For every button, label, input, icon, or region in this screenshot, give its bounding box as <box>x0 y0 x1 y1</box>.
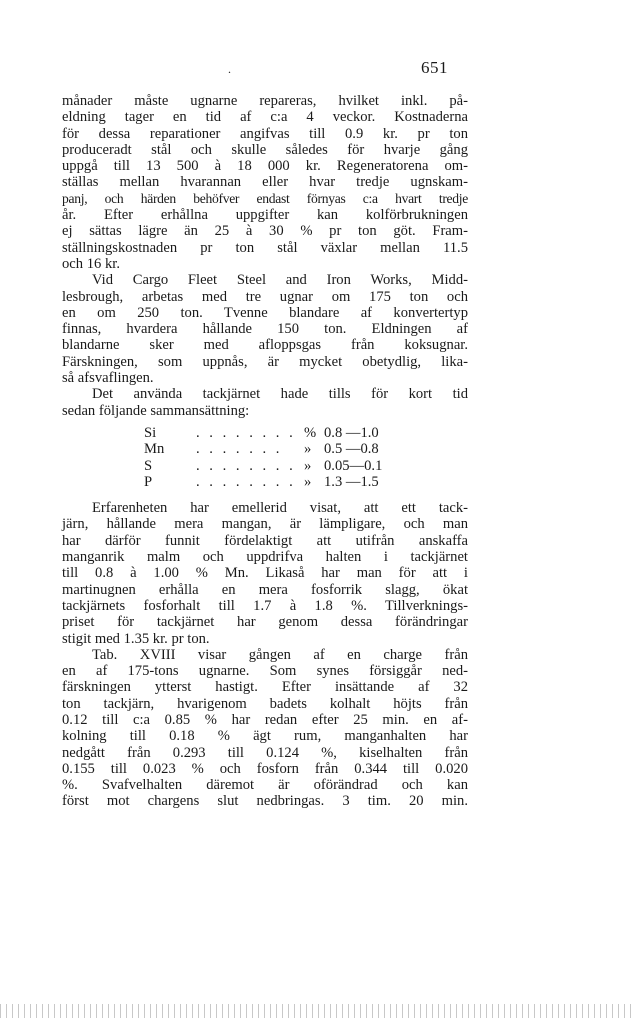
text-line: en af 175-tons ugnarne. Som synes försiggår ned- <box>62 663 468 680</box>
unit-mark: » <box>304 473 312 490</box>
text-line: nedgått från 0.293 till 0.124 %, kiselhalten från <box>62 744 468 761</box>
text-line: en om 250 ton. Tvenne blandare af konvertertyp <box>62 304 468 321</box>
text-line: Erfarenheten har emellerid visat, att ett tack- <box>92 500 468 517</box>
text-line: ton tackjärn, hvarigenom badets kolhalt höjts från <box>62 695 468 712</box>
element-range: 1.3 —1.5 <box>324 473 379 490</box>
table-row <box>62 474 468 490</box>
text-line: järn, hållande mera mangan, är lämpligare, och man <box>62 516 468 533</box>
text-line: ställas mellan hvarannan eller hvar tredje ugnskam- <box>62 174 468 191</box>
text-line: priset för tackjärnet har genom dessa förändringar <box>62 614 468 631</box>
text-line: kolning till 0.18 % ägt rum, manganhalten har <box>62 728 468 745</box>
text-line: manganrik malm och uppdrifva halten i tackjärnet <box>62 549 468 566</box>
table-row <box>62 441 468 457</box>
text-line: stigit med 1.35 kr. pr ton. <box>62 630 210 647</box>
leader-dots: . . . . . . . . <box>196 424 296 441</box>
text-line: lesbrough, arbetas med tre ugnar om 175 ton och <box>62 288 468 305</box>
unit-mark: % <box>304 424 317 441</box>
paragraph-maintenance <box>62 93 468 272</box>
text-line: år. Efter erhållna uppgifter kan kolförbrukningen <box>62 207 468 224</box>
unit-mark: » <box>304 457 312 474</box>
composition-table <box>62 425 468 490</box>
text-line: produceradt stål och skulle således för hvarje gång <box>62 141 468 158</box>
text-line: finnas, hvardera hållande 150 ton. Eldningen af <box>62 321 468 338</box>
text-line: Färskningen, som uppnås, är mycket obetydlig, lika- <box>62 353 468 370</box>
paragraph-composition-intro <box>62 386 468 419</box>
paragraph-experience <box>62 500 468 647</box>
body-text <box>62 93 468 810</box>
page-dot-mark: . <box>228 62 231 76</box>
scan-edge-strip <box>0 1004 632 1018</box>
element-symbol: Si <box>144 424 157 441</box>
text-line: uppgå till 13 500 à 18 000 kr. Regeneratorena om- <box>62 158 468 175</box>
leader-dots: . . . . . . . . <box>196 457 296 474</box>
element-symbol: Mn <box>144 441 165 458</box>
element-range: 0.05—0.1 <box>324 457 383 474</box>
table-row <box>62 458 468 474</box>
table-row <box>62 425 468 441</box>
text-line: så afsvaflingen. <box>62 370 154 387</box>
text-line: 0.155 till 0.023 % och fosforn från 0.344 till 0.020 <box>62 760 468 777</box>
leader-dots: . . . . . . . . <box>196 473 296 490</box>
text-line: för dessa reparationer angifvas till 0.9 kr. pr ton <box>62 125 468 142</box>
text-line: till 0.8 à 1.00 % Mn. Likaså har man för att i <box>62 565 468 582</box>
text-line: sedan följande sammansättning: <box>62 402 250 419</box>
text-line: ej sättas lägre än 25 à 30 % pr ton göt. Fram- <box>62 223 468 240</box>
text-line: panj, och härden behöfver endast förnyas c:a hvart tredje <box>62 190 468 206</box>
text-line: tackjärnets fosforhalt till 1.7 à 1.8 %. Tillverknings- <box>62 597 468 614</box>
text-line: och 16 kr. <box>62 255 120 272</box>
text-line: månader måste ugnarne repareras, hvilket inkl. på- <box>62 93 468 109</box>
page-number: 651 <box>421 58 448 77</box>
text-line: 0.12 till c:a 0.85 % har redan efter 25 min. en af- <box>62 711 468 728</box>
text-line: först mot chargens slut nedbringas. 3 tim. 20 min. <box>62 793 468 810</box>
text-line: blandarne sker med afloppsgas från koksugnar. <box>62 337 468 354</box>
paragraph-cargo-fleet <box>62 272 468 386</box>
element-symbol: P <box>144 473 153 490</box>
text-line: har därför funnit fördelaktigt att utifrån anskaffa <box>62 532 468 549</box>
text-line: färskningen ytterst hastigt. Efter insättande af 32 <box>62 679 468 696</box>
text-line: Vid Cargo Fleet Steel and Iron Works, Midd- <box>92 272 468 289</box>
text-line: Tab. XVIII visar gången af en charge från <box>92 646 468 663</box>
element-range: 0.5 —0.8 <box>324 441 379 458</box>
element-symbol: S <box>144 457 153 474</box>
paragraph-table-xviii <box>62 647 468 810</box>
text-line: eldning tager en tid af c:a 4 veckor. Kostnaderna <box>62 109 468 126</box>
leader-dots: . . . . . . . <box>196 441 283 458</box>
text-line: martinugnen erhålla en mera fosforrik slagg, ökat <box>62 581 468 598</box>
text-line: Det använda tackjärnet hade tills för kort tid <box>92 386 468 403</box>
text-line: ställningskostnaden pr ton stål växlar mellan 11.5 <box>62 239 468 256</box>
unit-mark: » <box>304 441 312 458</box>
element-range: 0.8 —1.0 <box>324 424 379 441</box>
text-line: %. Svafvelhalten däremot är oförändrad och kan <box>62 777 468 794</box>
